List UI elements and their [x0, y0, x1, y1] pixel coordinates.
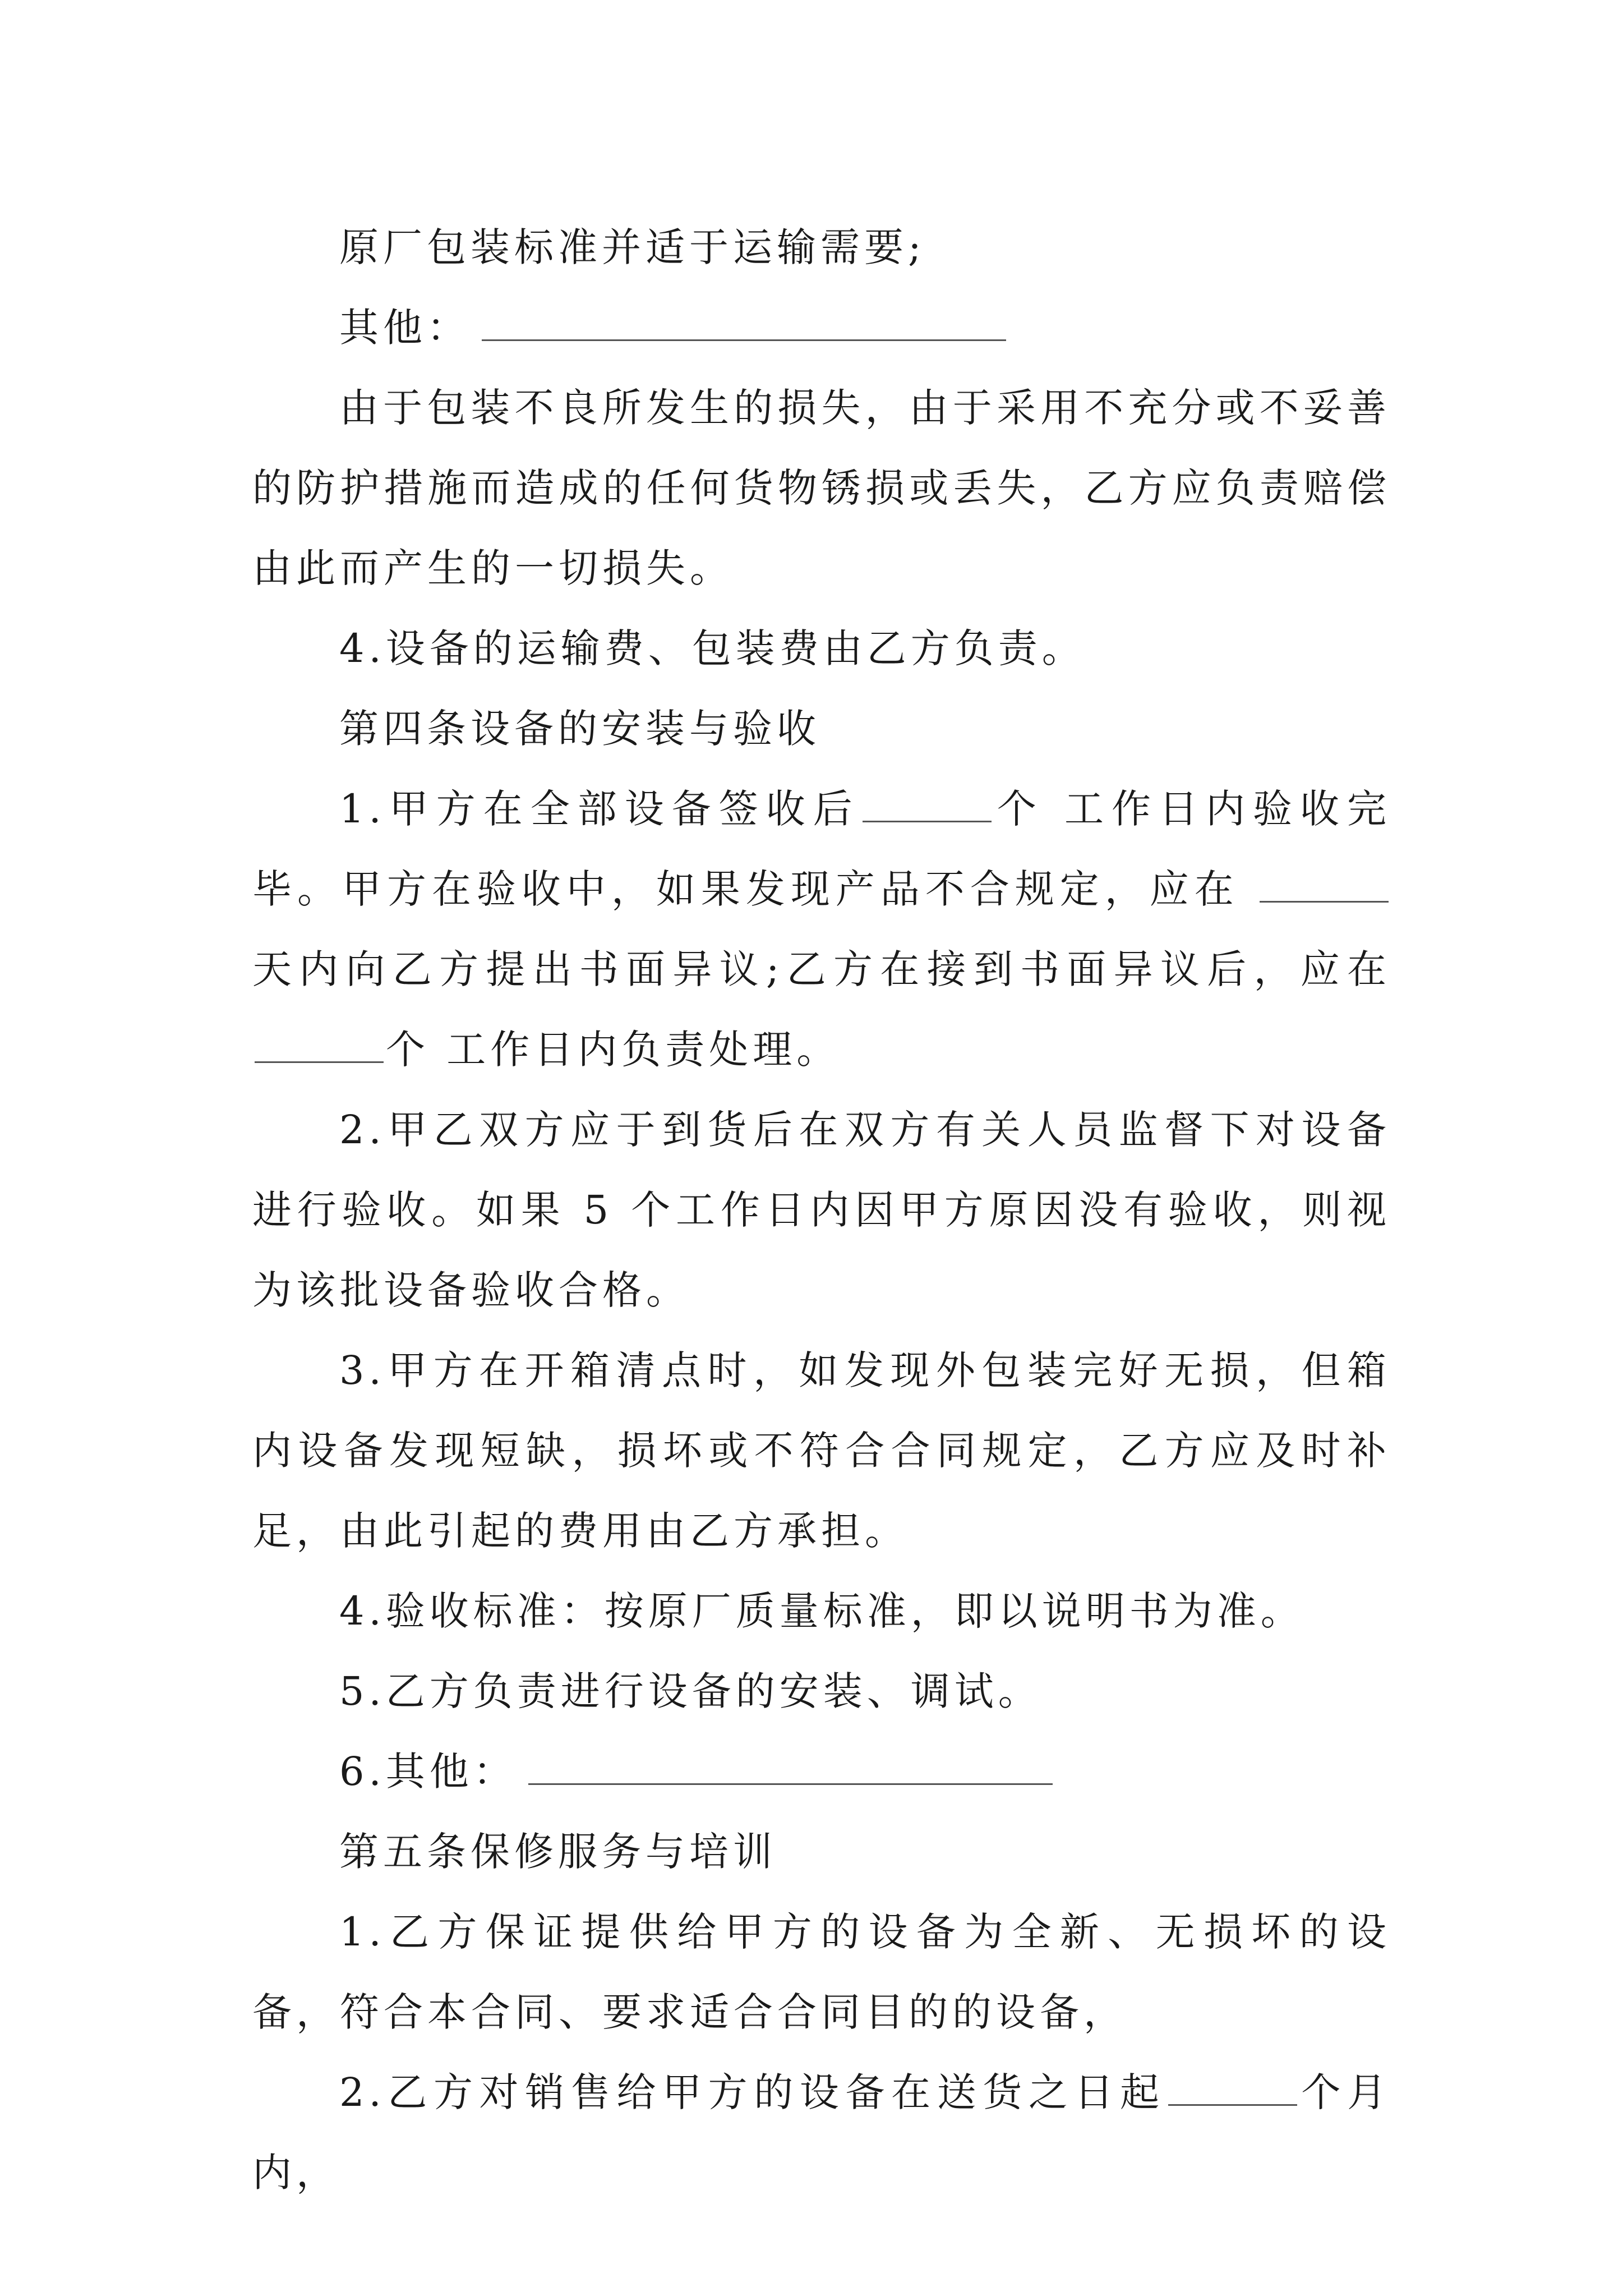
blank-handling-days-field[interactable] — [255, 1028, 384, 1063]
paragraph-other-packaging — [252, 288, 1391, 368]
contract-body — [252, 208, 1391, 2213]
paragraph-new-equipment-guarantee: 1.乙方保证提供给甲方的设备为全新、无损坏的设备，符合本合同、要求适合合同目的的设备， — [252, 1909, 1391, 2035]
article-5-heading: 第五条保修服务与培训 — [339, 1829, 777, 1875]
text-fragment: 1.甲方在全部设备签收后 — [339, 786, 860, 832]
paragraph-unpacking-check: 3.甲方在开箱清点时，如发现外包装完好无损，但箱内设备发现短缺，损坏或不符合合同规定，乙方应及时补足，由此引起的费用由乙方承担。 — [252, 1347, 1391, 1554]
blank-objection-days-field[interactable] — [1260, 867, 1389, 903]
text-fragment: 个月内， — [252, 2069, 1391, 2196]
paragraph-other-acceptance — [252, 1732, 1391, 1812]
paragraph-acceptance-standard: 4.验收标准：按原厂质量标准，即以说明书为准。 — [339, 1588, 1304, 1634]
paragraph-packaging-liability: 由于包装不良所发生的损失，由于采用不充分或不妥善的防护措施而造成的任何货物锈损或丢失，乙方应负责赔偿由此而产生的一切损失。 — [252, 385, 1391, 591]
article-4-heading: 第四条设备的安装与验收 — [339, 706, 820, 752]
paragraph-acceptance-period — [252, 769, 1391, 1090]
blank-other-acceptance-field[interactable] — [528, 1750, 1053, 1785]
text-fragment: 个 工作日内负责处理。 — [386, 1027, 841, 1073]
paragraph-installation: 5.乙方负责进行设备的安装、调试。 — [339, 1668, 1042, 1714]
paragraph-transport-fees: 4.设备的运输费、包装费由乙方负责。 — [339, 625, 1086, 671]
blank-warranty-months-field[interactable] — [1168, 2070, 1297, 2106]
paragraph-packaging-standard: 原厂包装标准并适于运输需要; — [339, 224, 926, 270]
other-label: 6.其他： — [339, 1749, 517, 1795]
text-fragment: 天内向乙方提出书面异议;乙方在接到书面异议后，应在 — [252, 946, 1391, 992]
other-label: 其他： — [339, 305, 471, 351]
text-fragment: 个 工作日内验收完毕。甲方在验收中，如果发现产品不合规定，应在 — [252, 786, 1391, 912]
paragraph-warranty-period — [252, 2053, 1391, 2213]
paragraph-joint-inspection: 2.甲乙双方应于到货后在双方有关人员监督下对设备进行验收。如果 5 个工作日内因甲方原因没有验收，则视为该批设备验收合格。 — [252, 1107, 1391, 1313]
text-fragment: 2.乙方对销售给甲方的设备在送货之日起 — [339, 2069, 1166, 2115]
blank-other-packaging-field[interactable] — [482, 306, 1006, 341]
blank-acceptance-days-field[interactable] — [863, 787, 992, 822]
